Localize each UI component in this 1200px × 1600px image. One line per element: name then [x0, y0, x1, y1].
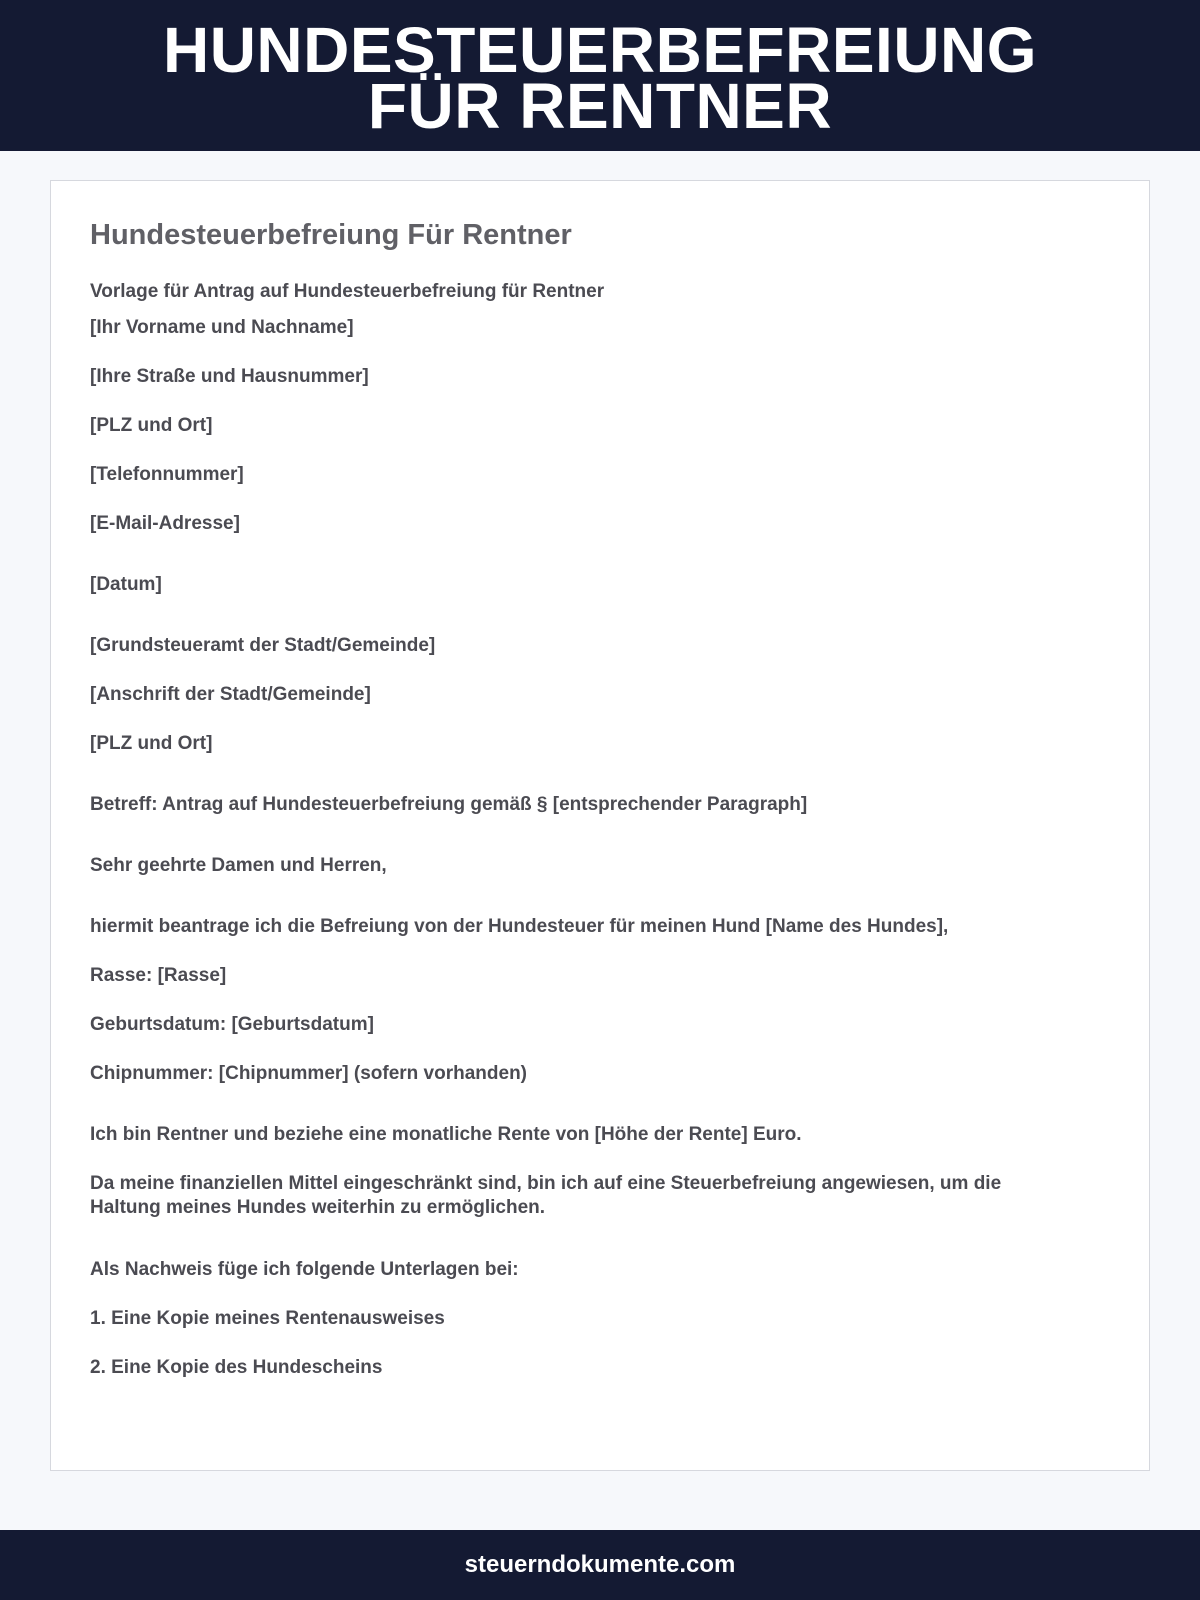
subject-line: Betreff: Antrag auf Hundesteuerbefreiung gemäß § [entsprechender Paragraph] [90, 794, 808, 815]
document-subtitle: Vorlage für Antrag auf Hundesteuerbefreiung für Rentner [90, 281, 605, 302]
letter-date: [Datum] [90, 574, 162, 595]
recipient-address: [Anschrift der Stadt/Gemeinde] [90, 684, 371, 705]
banner-title: HUNDESTEUERBEFREIUNG FÜR RENTNER [162, 13, 1038, 142]
attachment-item-2: 2. Eine Kopie des Hundescheins [90, 1357, 383, 1378]
attachment-item-1: 1. Eine Kopie meines Rentenausweises [90, 1308, 445, 1329]
header-banner [0, 0, 1200, 151]
sender-name: [Ihr Vorname und Nachname] [90, 317, 354, 338]
dog-breed: Rasse: [Rasse] [90, 965, 227, 986]
footer-bar [0, 1530, 1200, 1600]
sender-phone: [Telefonnummer] [90, 464, 244, 485]
dog-birthdate: Geburtsdatum: [Geburtsdatum] [90, 1014, 374, 1035]
salutation: Sehr geehrte Damen und Herren, [90, 855, 387, 876]
sender-street: [Ihre Straße und Hausnummer] [90, 366, 369, 387]
financial-reason: Da meine finanziellen Mittel eingeschränkt sind, bin ich auf eine Steuerbefreiung angewiesen, um die Haltung meines Hundes weiterhin zu ermöglichen. [90, 1173, 1002, 1218]
footer-site-link[interactable]: steuerndokumente.com [464, 1551, 736, 1578]
document-card [50, 180, 1150, 1471]
pension-statement: Ich bin Rentner und beziehe eine monatliche Rente von [Höhe der Rente] Euro. [90, 1124, 802, 1145]
request-paragraph: hiermit beantrage ich die Befreiung von der Hundesteuer für meinen Hund [Name des Hundes], [90, 916, 949, 937]
recipient-city: [PLZ und Ort] [90, 733, 213, 754]
document-heading: Hundesteuerbefreiung Für Rentner [90, 219, 572, 251]
recipient-office: [Grundsteueramt der Stadt/Gemeinde] [90, 635, 436, 656]
attachments-intro: Als Nachweis füge ich folgende Unterlagen bei: [90, 1259, 519, 1280]
dog-chip-number: Chipnummer: [Chipnummer] (sofern vorhanden) [90, 1063, 528, 1084]
sender-city: [PLZ und Ort] [90, 415, 213, 436]
sender-email: [E-Mail-Adresse] [90, 513, 240, 534]
